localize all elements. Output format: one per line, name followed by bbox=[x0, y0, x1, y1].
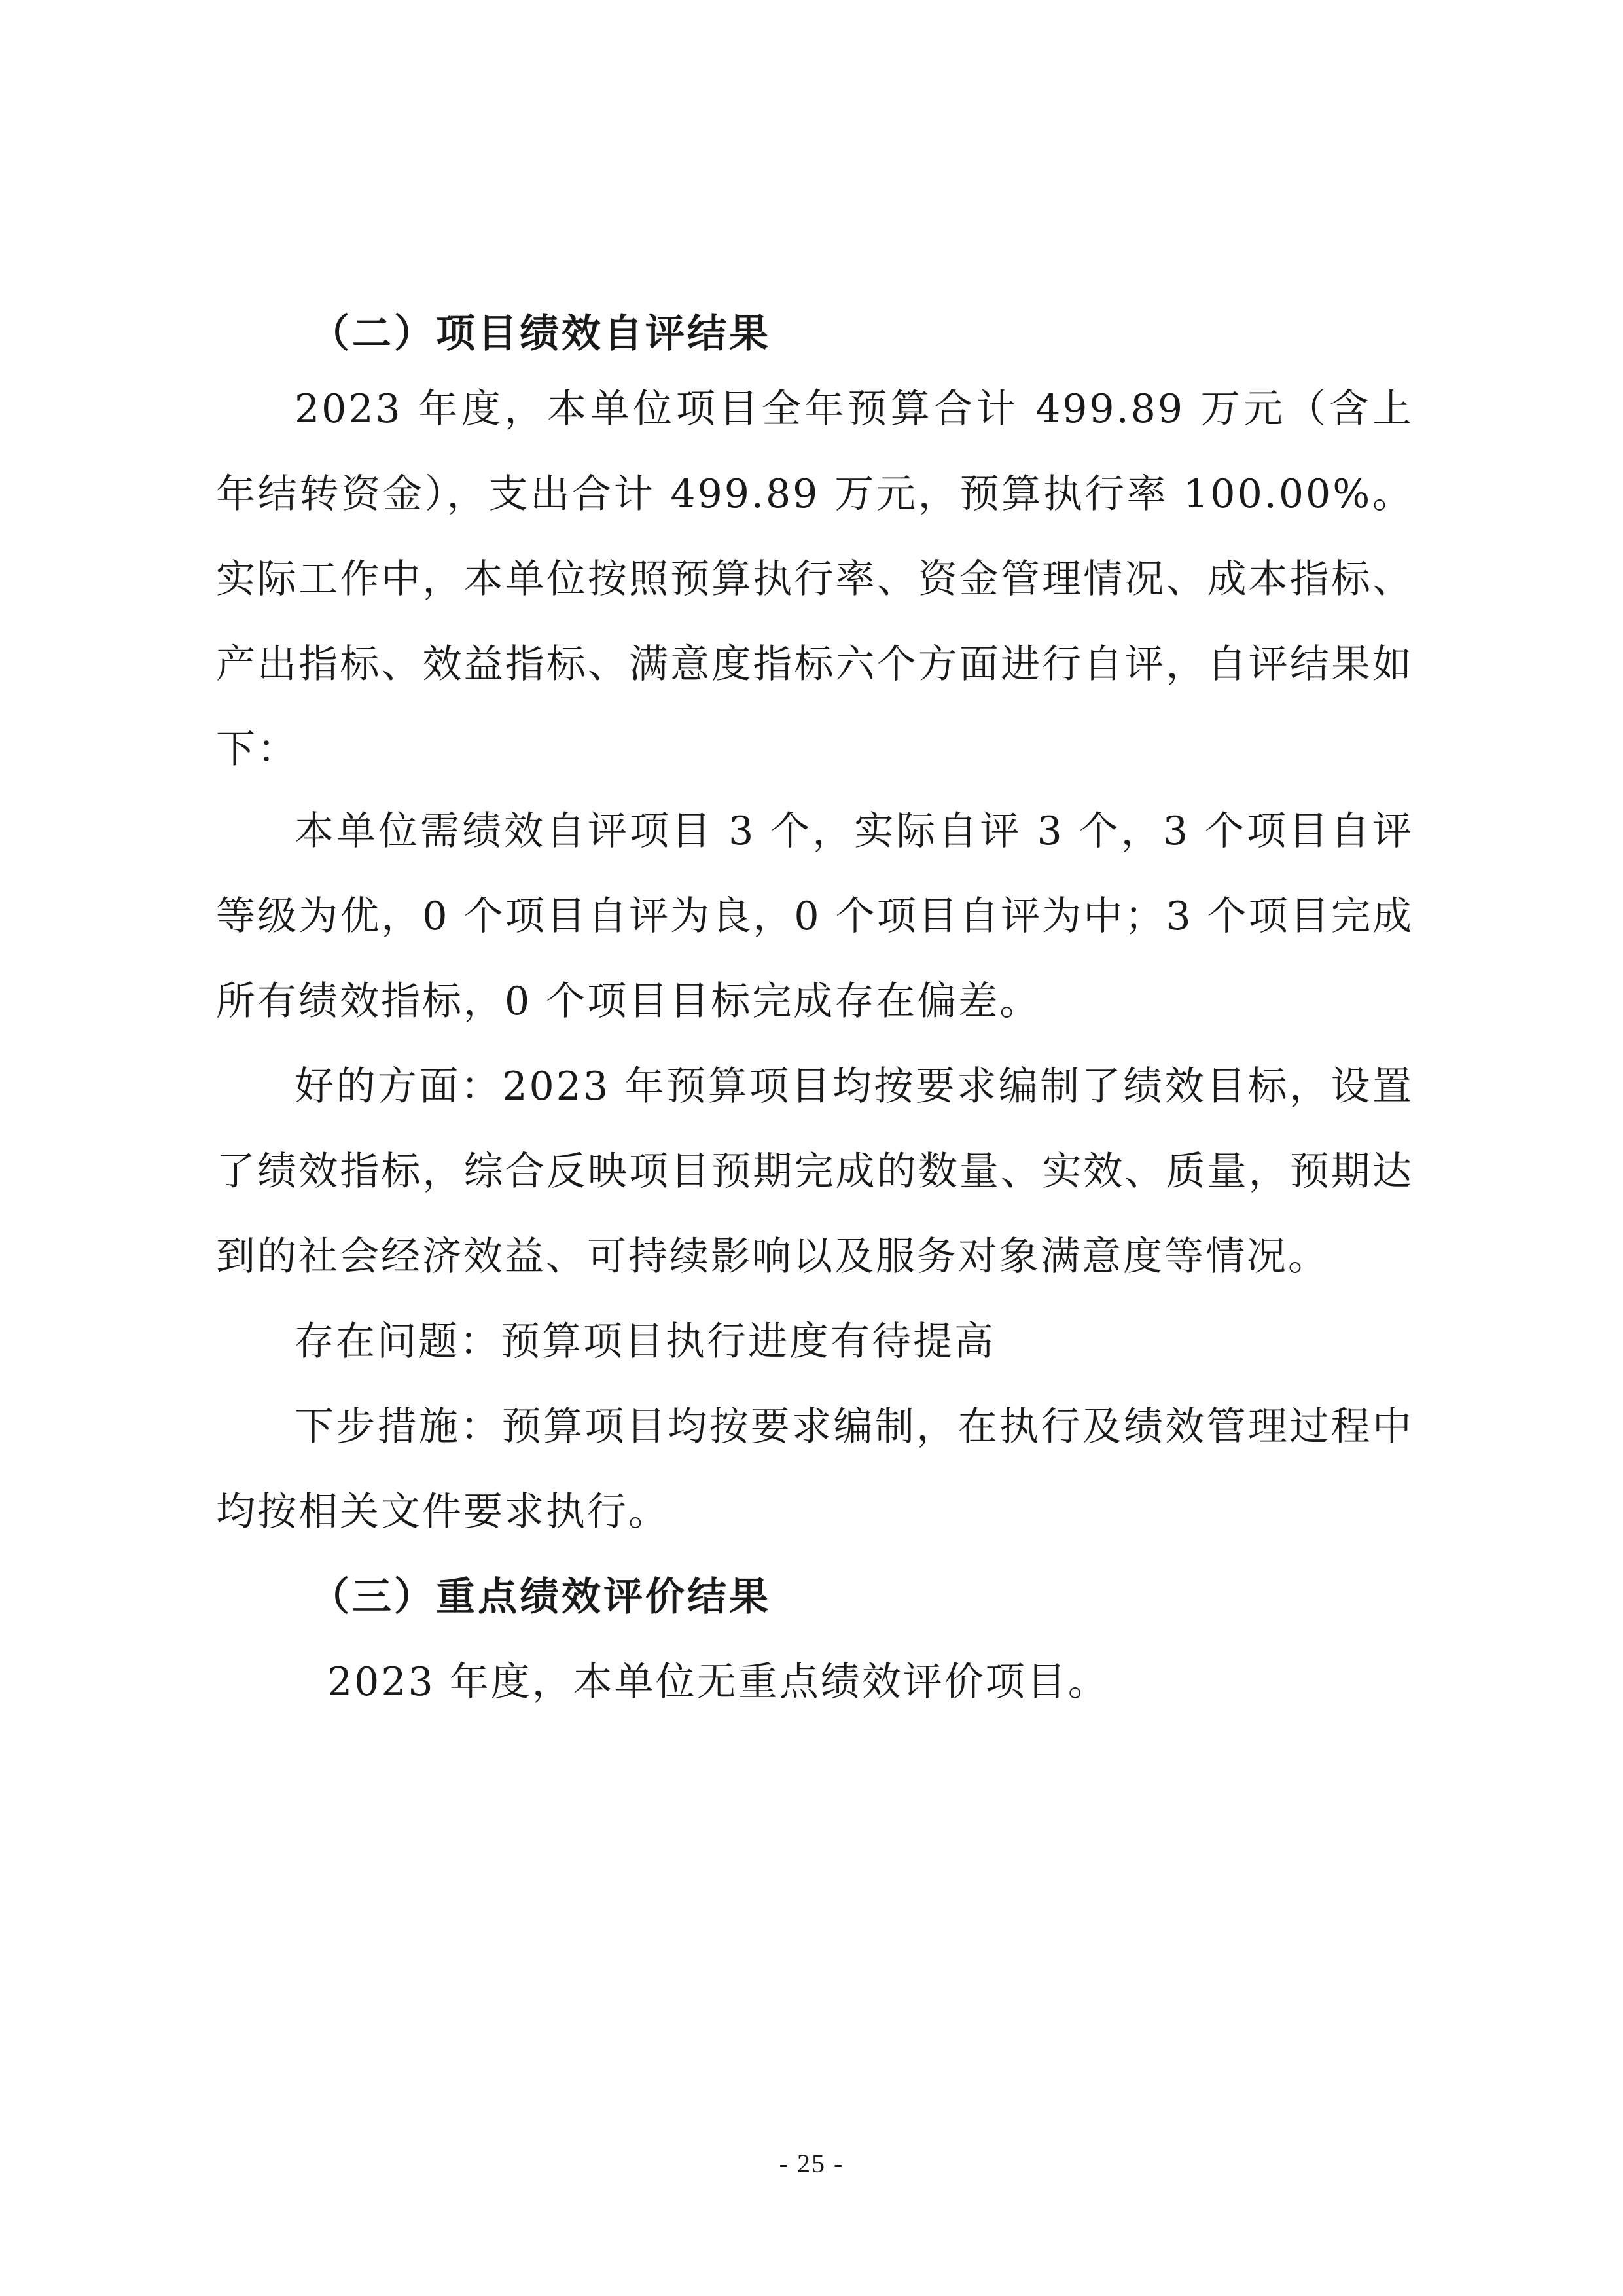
section-heading-key-performance-evaluation: （三）重点绩效评价结果 bbox=[310, 1574, 771, 1620]
paragraph-budget-summary: 2023 年度，本单位项目全年预算合计 499.89 万元（含上年结转资金），支出合计 499.89 万元，预算执行率 100.00%。实际工作中，本单位按照预算执行率、资金管理情况、成本指标、产出指标、效益指标、满意度指标六个方面进行自评，自评结果如下： bbox=[216, 386, 1414, 772]
paragraph-problems: 存在问题：预算项目执行进度有待提高 bbox=[294, 1319, 995, 1365]
paragraph-strengths: 好的方面：2023 年预算项目均按要求编制了绩效目标，设置了绩效指标，综合反映项目预期完成的数量、实效、质量，预期达到的社会经济效益、可持续影响以及服务对象满意度等情况。 bbox=[216, 1064, 1414, 1280]
paragraph-next-steps: 下步措施：预算项目均按要求编制，在执行及绩效管理过程中均按相关文件要求执行。 bbox=[216, 1404, 1414, 1535]
page-number: - 25 - bbox=[779, 2149, 844, 2178]
section-heading-performance-self-evaluation: （二）项目绩效自评结果 bbox=[310, 311, 771, 357]
paragraph-key-evaluation-result: 2023 年度，本单位无重点绩效评价项目。 bbox=[327, 1659, 1109, 1705]
paragraph-self-evaluation-counts: 本单位需绩效自评项目 3 个，实际自评 3 个，3 个项目自评等级为优，0 个项目自评为良，0 个项目自评为中；3 个项目完成所有绩效指标，0 个项目目标完成存在偏差。 bbox=[216, 808, 1414, 1024]
